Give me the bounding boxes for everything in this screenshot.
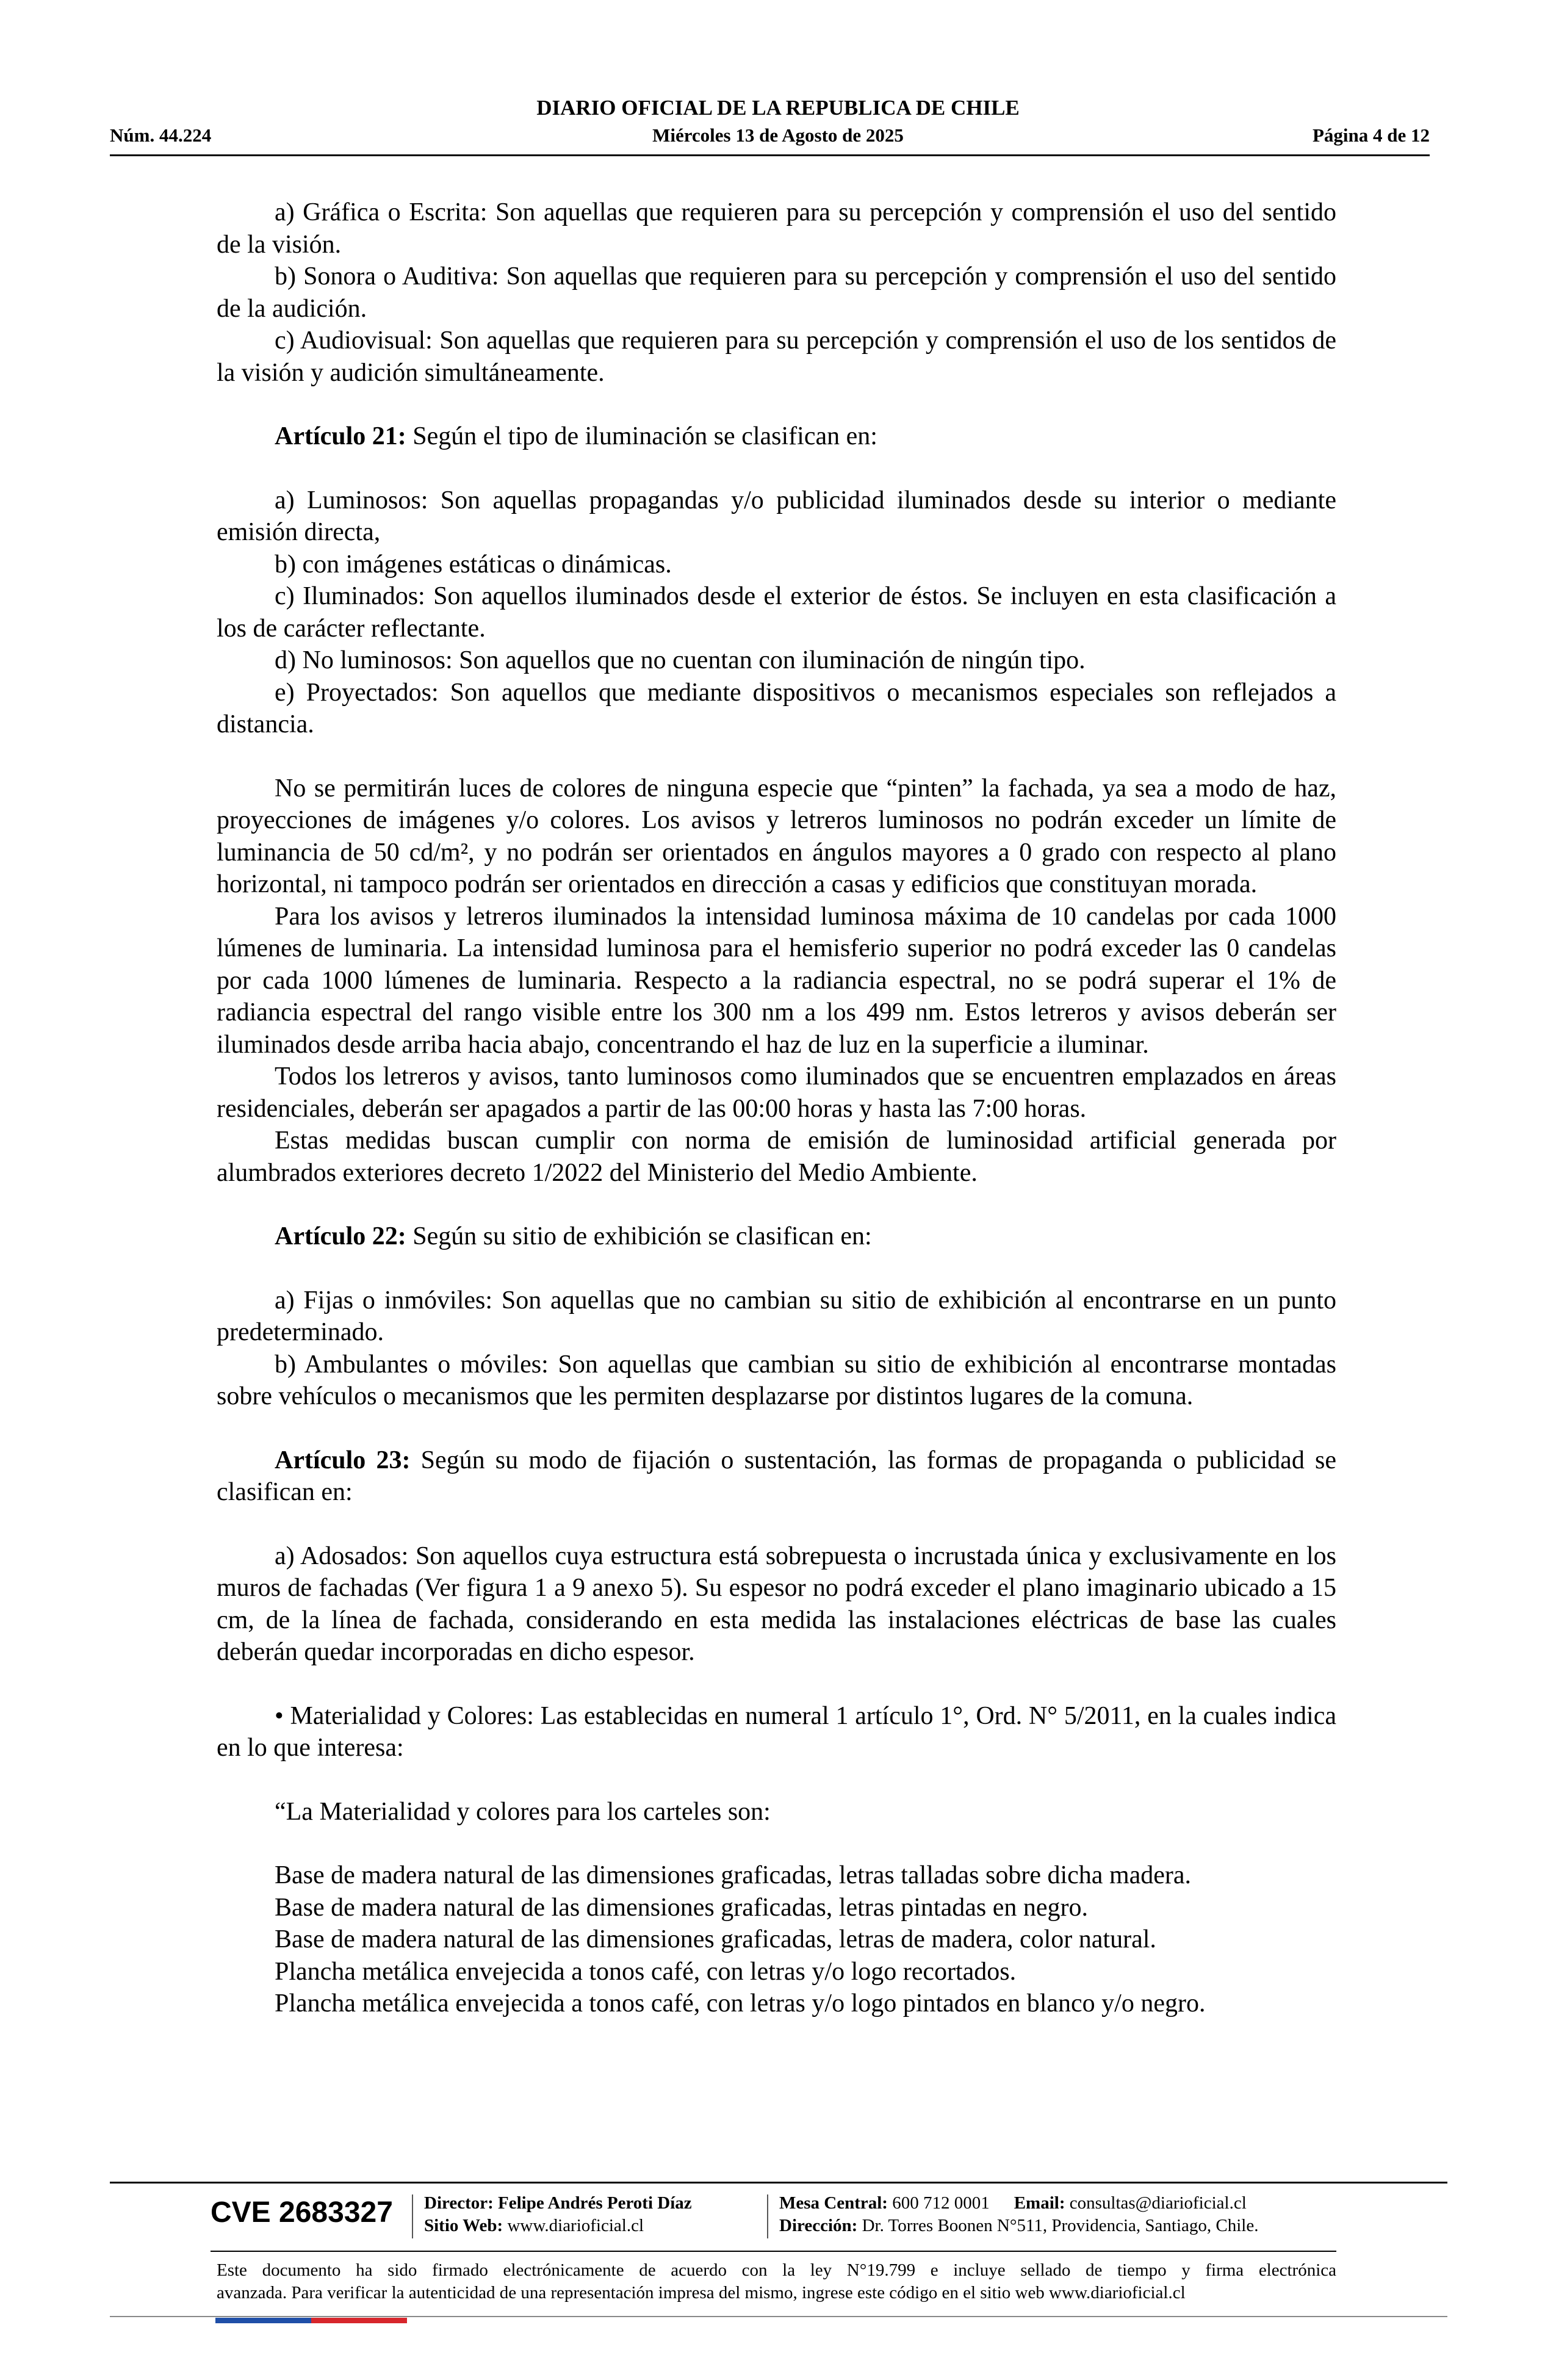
phone-label: Mesa Central: bbox=[779, 2193, 888, 2213]
article-label: Artículo 22: bbox=[275, 1222, 406, 1250]
email-link[interactable]: consultas@diarioficial.cl bbox=[1065, 2193, 1247, 2213]
article-text: Según su sitio de exhibición se clasifican en: bbox=[406, 1222, 872, 1250]
newspaper-title: DIARIO OFICIAL DE LA REPUBLICA DE CHILE bbox=[536, 96, 1020, 120]
list-item: Plancha metálica envejecida a tonos café, con letras y/o logo pintados en blanco y/o negro. bbox=[275, 1989, 1206, 2018]
paragraph: d) No luminosos: Son aquellos que no cuentan con iluminación de ningún tipo. bbox=[275, 646, 1086, 674]
website-label: Sitio Web: bbox=[424, 2216, 503, 2235]
footer-divider-bottom bbox=[110, 2316, 1447, 2317]
footer-director-block bbox=[424, 2192, 692, 2237]
header-divider bbox=[110, 154, 1430, 156]
article-text: Según el tipo de iluminación se clasifican en: bbox=[406, 422, 877, 450]
phone-value: 600 712 0001 bbox=[887, 2193, 990, 2213]
paragraph: Todos los letreros y avisos, tanto luminosos como iluminados que se encuentren emplazados en áreas residenciales, deberán ser apagados a partir de las 00:00 horas y hasta las 7:00 horas. bbox=[217, 1062, 1336, 1123]
article-23-heading bbox=[217, 1444, 1336, 1509]
issue-number: Núm. 44.224 bbox=[110, 124, 212, 146]
email-label: Email: bbox=[1014, 2193, 1065, 2213]
list-item: Plancha metálica envejecida a tonos café, con letras y/o logo recortados. bbox=[275, 1957, 1017, 1986]
paragraph: a) Luminosos: Son aquellas propagandas y/o publicidad iluminados desde su interior o mediante emisión directa, bbox=[217, 486, 1336, 546]
address-value: Dr. Torres Boonen N°511, Providencia, Santiago, Chile. bbox=[857, 2216, 1259, 2235]
footer-divider-middle bbox=[211, 2251, 1336, 2252]
article-22-heading bbox=[217, 1221, 1336, 1253]
director-value: Felipe Andrés Peroti Díaz bbox=[493, 2193, 692, 2213]
list-item: Base de madera natural de las dimensiones graficadas, letras pintadas en negro. bbox=[275, 1893, 1088, 1922]
paragraph: No se permitirán luces de colores de ninguna especie que “pinten” la fachada, ya sea a modo de haz, proyecciones de imágenes y/o colores. Los avisos y letreros luminosos no podrán exceder un límite de luminancia de 50 cd/m², y no podrán ser orientados en ángulos mayores a 0 grado con respecto al plano horizontal, ni tampoco podrán ser orientados en dirección a casas y edificios que constituyan morada. bbox=[217, 774, 1336, 898]
legal-line: avanzada. Para verificar la autenticidad de una representación impresa del mismo, ingrese este código en el sitio web www.diarioficial.cl bbox=[217, 2283, 1186, 2302]
paragraph: b) Ambulantes o móviles: Son aquellas que cambian su sitio de exhibición al encontrarse montadas sobre vehículos o mecanismos que les permiten desplazarse por distintos lugares de la comuna. bbox=[217, 1350, 1336, 1410]
list-item: Base de madera natural de las dimensiones graficadas, letras talladas sobre dicha madera. bbox=[275, 1861, 1192, 1889]
website-link[interactable]: www.diarioficial.cl bbox=[503, 2216, 644, 2235]
legal-notice bbox=[217, 2259, 1336, 2304]
footer-contact-block bbox=[779, 2192, 1258, 2237]
paragraph: Para los avisos y letreros iluminados la intensidad luminosa máxima de 10 candelas por cada 1000 lúmenes de luminaria. La intensidad luminosa para el hemisferio superior no podrá exceder las 0 candelas por cada 1000 lúmenes de luminaria. Respecto a la radiancia espectral, no se podrá superar el 1% de radiancia espectral del rango visible entre los 300 nm a los 499 nm. Estos letreros y avisos deberán ser iluminados desde arriba hacia abajo, concentrando el haz de luz en la superficie a iluminar. bbox=[217, 902, 1336, 1059]
flag-stripe-blue bbox=[215, 2318, 311, 2323]
article-label: Artículo 21: bbox=[275, 422, 406, 450]
address-label: Dirección: bbox=[779, 2216, 858, 2235]
page-indicator: Página 4 de 12 bbox=[1312, 124, 1430, 146]
article-21-heading bbox=[217, 420, 1336, 453]
footer-separator bbox=[767, 2194, 768, 2238]
paragraph: a) Fijas o inmóviles: Son aquellas que no cambian su sitio de exhibición al encontrarse en un punto predeterminado. bbox=[217, 1286, 1336, 1346]
document-body bbox=[217, 197, 1336, 2020]
paragraph: b) con imágenes estáticas o dinámicas. bbox=[275, 550, 672, 579]
paragraph: e) Proyectados: Son aquellos que mediante dispositivos o mecanismos especiales son reflejados a distancia. bbox=[217, 678, 1336, 738]
paragraph: c) Iluminados: Son aquellos iluminados desde el exterior de éstos. Se incluyen en esta clasificación a los de carácter reflectante. bbox=[217, 582, 1336, 643]
paragraph: b) Sonora o Auditiva: Son aquellas que requieren para su percepción y comprensión el uso del sentido de la audición. bbox=[217, 262, 1336, 323]
article-text: Según su modo de fijación o sustentación, las formas de propaganda o publicidad se clasifican en: bbox=[217, 1446, 1336, 1506]
paragraph: c) Audiovisual: Son aquellas que requieren para su percepción y comprensión el uso de los sentidos de la visión y audición simultáneamente. bbox=[217, 326, 1336, 387]
paragraph: a) Gráfica o Escrita: Son aquellas que requieren para su percepción y comprensión el uso del sentido de la visión. bbox=[217, 198, 1336, 259]
paragraph: a) Adosados: Son aquellos cuya estructura está sobrepuesta o incrustada única y exclusivamente en los muros de fachadas (Ver figura 1 a 9 anexo 5). Su espesor no podrá exceder el plano imaginario ubicado a 15 cm, de la línea de fachada, considerando en esta medida las instalaciones eléctricas de base las cuales deberán quedar incorporadas en dicho espesor. bbox=[217, 1542, 1336, 1666]
paragraph: • Materialidad y Colores: Las establecidas en numeral 1 artículo 1°, Ord. N° 5/2011, en la cuales indica en lo que interesa: bbox=[217, 1701, 1336, 1762]
director-label: Director: bbox=[424, 2193, 494, 2213]
cve-code: CVE 2683327 bbox=[211, 2196, 393, 2229]
legal-line: Este documento ha sido firmado electrónicamente de acuerdo con la ley N°19.799 e incluye sellado de tiempo y firma electrónica bbox=[217, 2260, 1336, 2280]
article-label: Artículo 23: bbox=[275, 1446, 411, 1474]
list-item: Base de madera natural de las dimensiones graficadas, letras de madera, color natural. bbox=[275, 1925, 1156, 1953]
issue-date: Miércoles 13 de Agosto de 2025 bbox=[652, 124, 904, 146]
paragraph: Estas medidas buscan cumplir con norma de emisión de luminosidad artificial generada por alumbrados exteriores decreto 1/2022 del Ministerio del Medio Ambiente. bbox=[217, 1127, 1336, 1187]
footer-separator bbox=[412, 2194, 413, 2238]
paragraph: “La Materialidad y colores para los carteles son: bbox=[275, 1797, 771, 1826]
footer-divider-top bbox=[110, 2182, 1447, 2183]
flag-stripe-red bbox=[311, 2318, 407, 2323]
